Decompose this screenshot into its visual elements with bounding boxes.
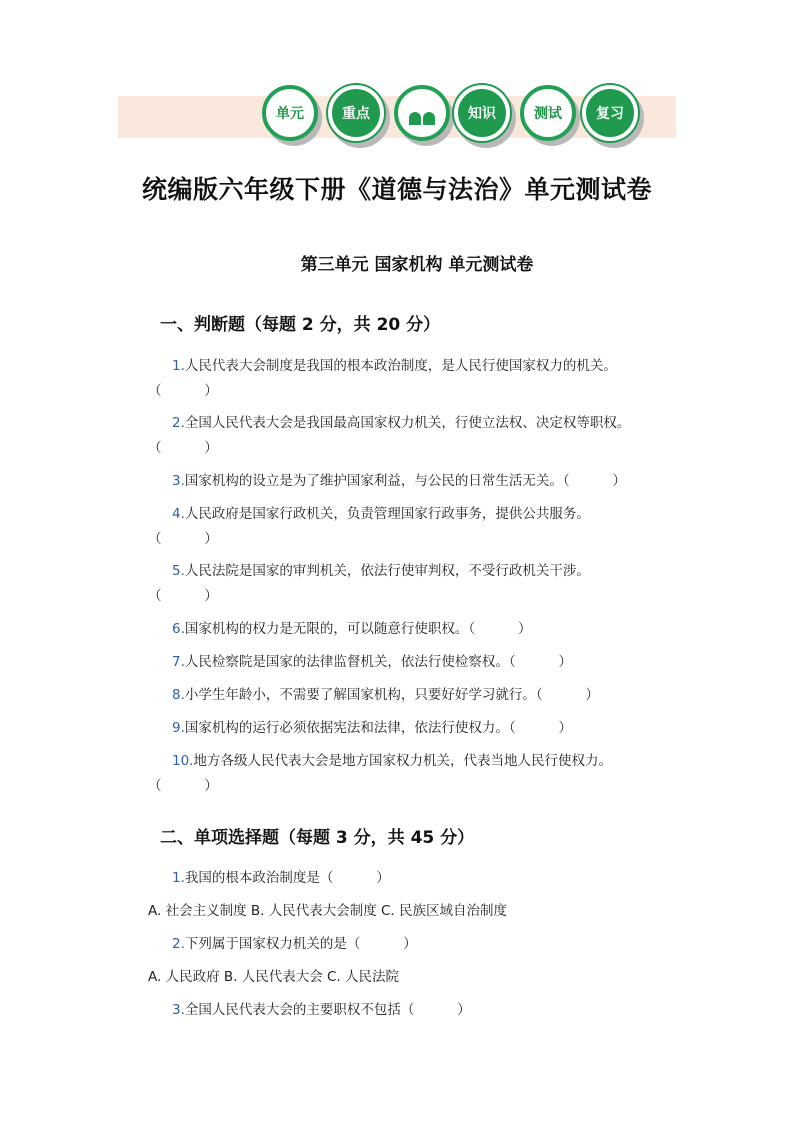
badge-book — [394, 85, 450, 141]
tf-question-3: 3.国家机构的设立是为了维护国家利益，与公民的日常生活无关。（ ） — [172, 473, 627, 489]
tf-question-8: 8.小学生年龄小，不需要了解国家机构，只要好好学习就行。（ ） — [172, 687, 600, 703]
mc-options-1: A. 社会主义制度 B. 人民代表大会制度 C. 民族区域自治制度 — [148, 903, 508, 919]
unit-title: 第三单元 国家机构 单元测试卷 — [300, 255, 534, 275]
badge-unit: 单元 — [262, 85, 318, 141]
section-multiple-choice-title: 二、单项选择题（每题 3 分，共 45 分） — [160, 828, 475, 848]
mc-question-3: 3.全国人民代表大会的主要职权不包括（ ） — [172, 1002, 471, 1018]
tf-answer-blank-2[interactable]: （ ） — [148, 440, 218, 456]
tf-question-1: 1.人民代表大会制度是我国的根本政治制度，是人民行使国家权力的机关。 — [172, 358, 617, 374]
tf-question-7: 7.人民检察院是国家的法律监督机关，依法行使检察权。（ ） — [172, 654, 573, 670]
tf-question-9: 9.国家机构的运行必须依据宪法和法律，依法行使权力。（ ） — [172, 720, 573, 736]
badge-knowledge: 知识 — [454, 85, 510, 141]
tf-question-4: 4.人民政府是国家行政机关，负责管理国家行政事务，提供公共服务。 — [172, 506, 590, 522]
tf-question-6: 6.国家机构的权力是无限的，可以随意行使职权。（ ） — [172, 621, 532, 637]
tf-answer-blank-6[interactable]: （ ） — [468, 621, 532, 637]
mc-question-1: 1.我国的根本政治制度是（ ） — [172, 870, 390, 886]
badge-review: 复习 — [582, 85, 638, 141]
header-badges — [262, 85, 652, 151]
tf-answer-blank-3[interactable]: （ ） — [562, 473, 627, 489]
tf-answer-blank-4[interactable]: （ ） — [148, 531, 218, 547]
section-true-false-title: 一、判断题（每题 2 分，共 20 分） — [160, 315, 441, 335]
document-title: 统编版六年级下册《道德与法治》单元测试卷 — [141, 175, 652, 204]
tf-question-5: 5.人民法院是国家的审判机关，依法行使审判权，不受行政机关干涉。 — [172, 563, 590, 579]
tf-answer-blank-10[interactable]: （ ） — [148, 778, 218, 794]
tf-answer-blank-7[interactable]: （ ） — [508, 654, 573, 670]
tf-question-10: 10.地方各级人民代表大会是地方国家权力机关，代表当地人民行使权力。 — [172, 753, 612, 769]
book-icon — [409, 111, 435, 125]
tf-answer-blank-9[interactable]: （ ） — [508, 720, 573, 736]
tf-answer-blank-1[interactable]: （ ） — [148, 383, 218, 399]
mc-question-2: 2.下列属于国家权力机关的是（ ） — [172, 936, 417, 952]
mc-options-2: A. 人民政府 B. 人民代表大会 C. 人民法院 — [148, 969, 400, 985]
badge-test: 测试 — [520, 85, 576, 141]
tf-answer-blank-8[interactable]: （ ） — [535, 687, 600, 703]
tf-answer-blank-5[interactable]: （ ） — [148, 588, 218, 604]
badge-key-points: 重点 — [328, 85, 384, 141]
tf-question-2: 2.全国人民代表大会是我国最高国家权力机关，行使立法权、决定权等职权。 — [172, 415, 631, 431]
